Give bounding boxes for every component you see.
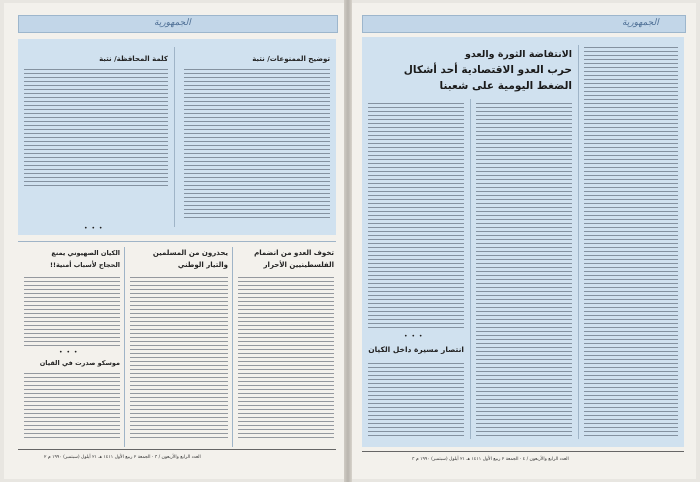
left-top-divider bbox=[174, 47, 175, 227]
left-page bbox=[4, 3, 344, 479]
left-col-left-text bbox=[24, 69, 168, 189]
left-heading-right: توضيح الممنوعات/ نتبة bbox=[252, 55, 330, 63]
left-heading-col3-1: الكيان الصهيوني يمنع bbox=[51, 249, 120, 257]
right-divider-2 bbox=[578, 45, 579, 439]
left-lower-rule bbox=[18, 241, 336, 242]
right-title-line-1: الانتفاضة الثورة والعدو bbox=[465, 49, 572, 60]
right-col-2-text bbox=[476, 103, 572, 437]
left-heading-col2-1: يحذرون من المسلمين bbox=[152, 249, 228, 257]
right-masthead: الجمهورية bbox=[622, 18, 659, 28]
left-heading-left: كلمة المحافظة/ نتبة bbox=[99, 55, 168, 63]
right-footer: العدد الرابع والأربعون / ٤ · الجمعة ٢ ربيع الأول ١٤١١ هـ ٢١ أيلول (سبتمبر) ١٩٩٠ م ٣ bbox=[412, 457, 569, 462]
left-heading-mid-2: الفلسطينيين الأحرار bbox=[263, 261, 334, 269]
left-heading-mid-1: تخوف العدو من انضمام bbox=[254, 249, 334, 257]
left-lower-divider-2 bbox=[232, 247, 233, 447]
right-subheading: انتصار مسيرة داخل الكيان bbox=[368, 345, 464, 354]
left-heading-col3b: موسكو صدرت في القيان bbox=[39, 359, 120, 367]
right-title-line-2: حرب العدو الاقتصادية أحد أشكال bbox=[403, 64, 572, 76]
binding-gutter bbox=[344, 0, 352, 482]
left-lower-col-3b-text bbox=[24, 373, 120, 441]
right-col-3b-text bbox=[368, 363, 464, 439]
left-heading-col2-2: والتيار الوطني bbox=[177, 261, 228, 269]
left-lower-col-1-text bbox=[238, 277, 334, 441]
right-col3-dots: • • • bbox=[404, 333, 424, 340]
left-lower-col-3-text bbox=[24, 277, 120, 347]
right-page bbox=[352, 3, 696, 479]
right-title-line-3: الضغط اليومية على شعبنا bbox=[439, 80, 572, 92]
left-separator-dots: • • • bbox=[84, 225, 104, 232]
left-lower-divider-1 bbox=[124, 247, 125, 447]
right-footer-rule bbox=[362, 451, 684, 452]
left-heading-col3-2: الحجاج لأسباب أمنية!! bbox=[50, 261, 120, 269]
left-lower-col-2-text bbox=[130, 277, 228, 441]
left-col-right-text bbox=[184, 69, 330, 219]
right-col-1-text bbox=[584, 47, 678, 437]
left-footer: العدد الرابع والأربعون / ٣ · الجمعة ٢ ربيع الأول ١٤١١ هـ ٢١ أيلول (سبتمبر) ١٩٩٠ م ٢ bbox=[44, 455, 201, 460]
left-masthead: الجمهورية bbox=[154, 18, 191, 28]
right-col-3-text bbox=[368, 103, 464, 329]
right-divider-1 bbox=[470, 99, 471, 439]
left-col3-dots: • • • bbox=[59, 349, 79, 356]
left-footer-rule bbox=[18, 449, 336, 450]
